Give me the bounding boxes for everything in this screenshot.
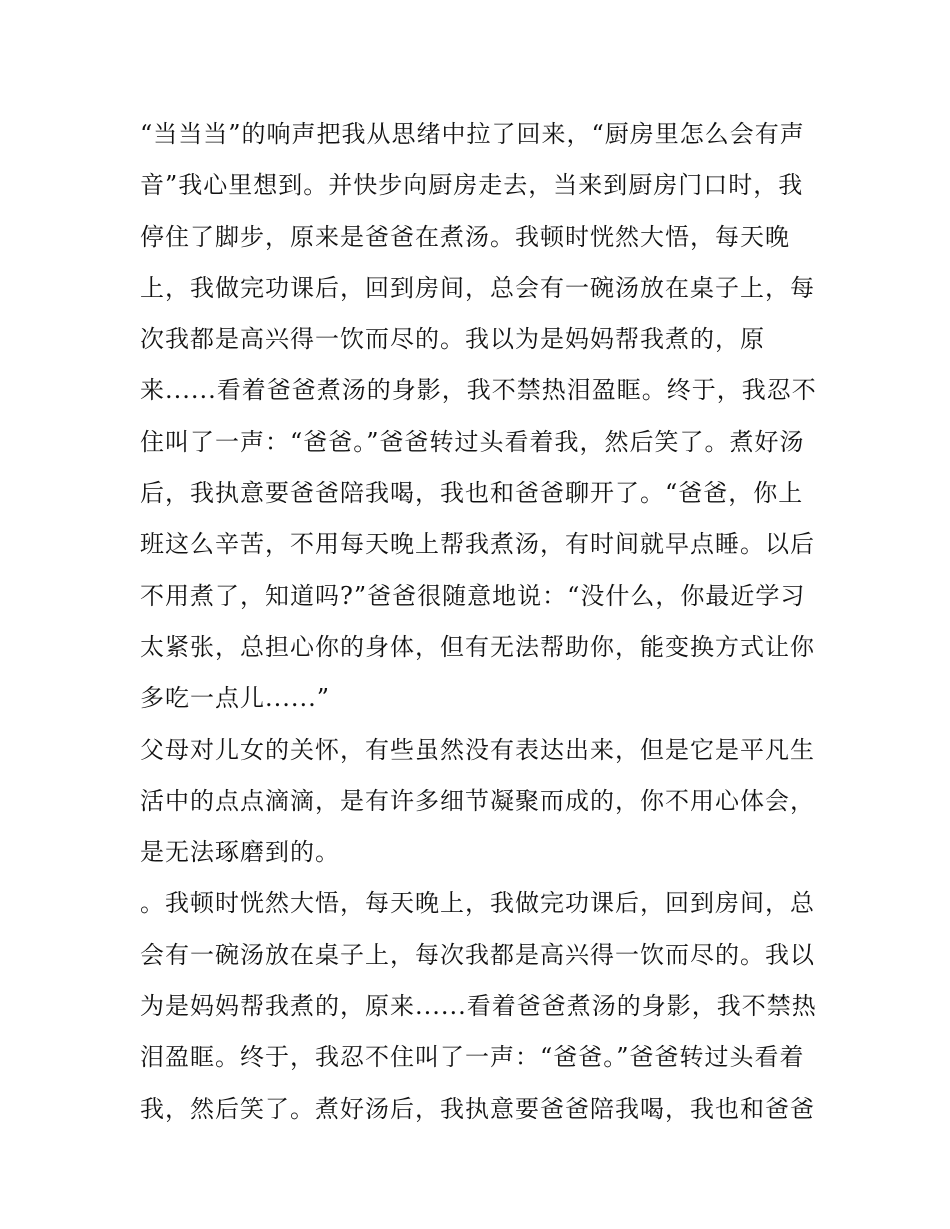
- text-line: 太紧张，总担心你的身体，但有无法帮助你，能变换方式让你: [140, 632, 815, 661]
- text-line: 停住了脚步，原来是爸爸在煮汤。我顿时恍然大悟，每天晚: [140, 222, 790, 251]
- body-text: [140, 109, 820, 1135]
- text-line: 为是妈妈帮我煮的，原来......看着爸爸煮汤的身影，我不禁热: [140, 992, 817, 1021]
- text-line: “当当当”的响声把我从思绪中拉了回来，“厨房里怎么会有声: [140, 120, 805, 148]
- text-line: 班这么辛苦，不用每天晚上帮我煮汤，有时间就早点睡。以后: [140, 530, 815, 559]
- text-line: 不用煮了，知道吗?”爸爸很随意地说：“没什么，你最近学习: [140, 581, 806, 610]
- text-line: 父母对儿女的关怀，有些虽然没有表达出来，但是它是平凡生: [140, 735, 815, 764]
- text-line: 我，然后笑了。煮好汤后，我执意要爸爸陪我喝，我也和爸爸: [140, 1094, 815, 1123]
- text-line: 活中的点点滴滴，是有许多细节凝聚而成的，你不用心体会，: [140, 786, 815, 815]
- text-line: 泪盈眶。终于，我忍不住叫了一声：“爸爸。”爸爸转过头看着: [140, 1043, 805, 1072]
- text-line: 后，我执意要爸爸陪我喝，我也和爸爸聊开了。“爸爸，你上: [140, 479, 804, 508]
- text-line: 会有一碗汤放在桌子上，每次我都是高兴得一饮而尽的。我以: [140, 940, 815, 969]
- text-line: 是无法琢磨到的。: [140, 838, 340, 867]
- text-line: 上，我做完功课后，回到房间，总会有一碗汤放在桌子上，每: [140, 273, 815, 302]
- text-line: 。我顿时恍然大悟，每天晚上，我做完功课后，回到房间，总: [140, 889, 815, 918]
- text-line: 次我都是高兴得一饮而尽的。我以为是妈妈帮我煮的，原: [140, 325, 765, 354]
- text-line: 音”我心里想到。并快步向厨房走去，当来到厨房门口时，我: [140, 171, 804, 200]
- text-line: 多吃一点儿......”: [140, 684, 331, 713]
- text-line: 住叫了一声：“爸爸。”爸爸转过头看着我，然后笑了。煮好汤: [140, 427, 805, 456]
- text-line: 来......看着爸爸煮汤的身影，我不禁热泪盈眶。终于，我忍不: [140, 376, 817, 405]
